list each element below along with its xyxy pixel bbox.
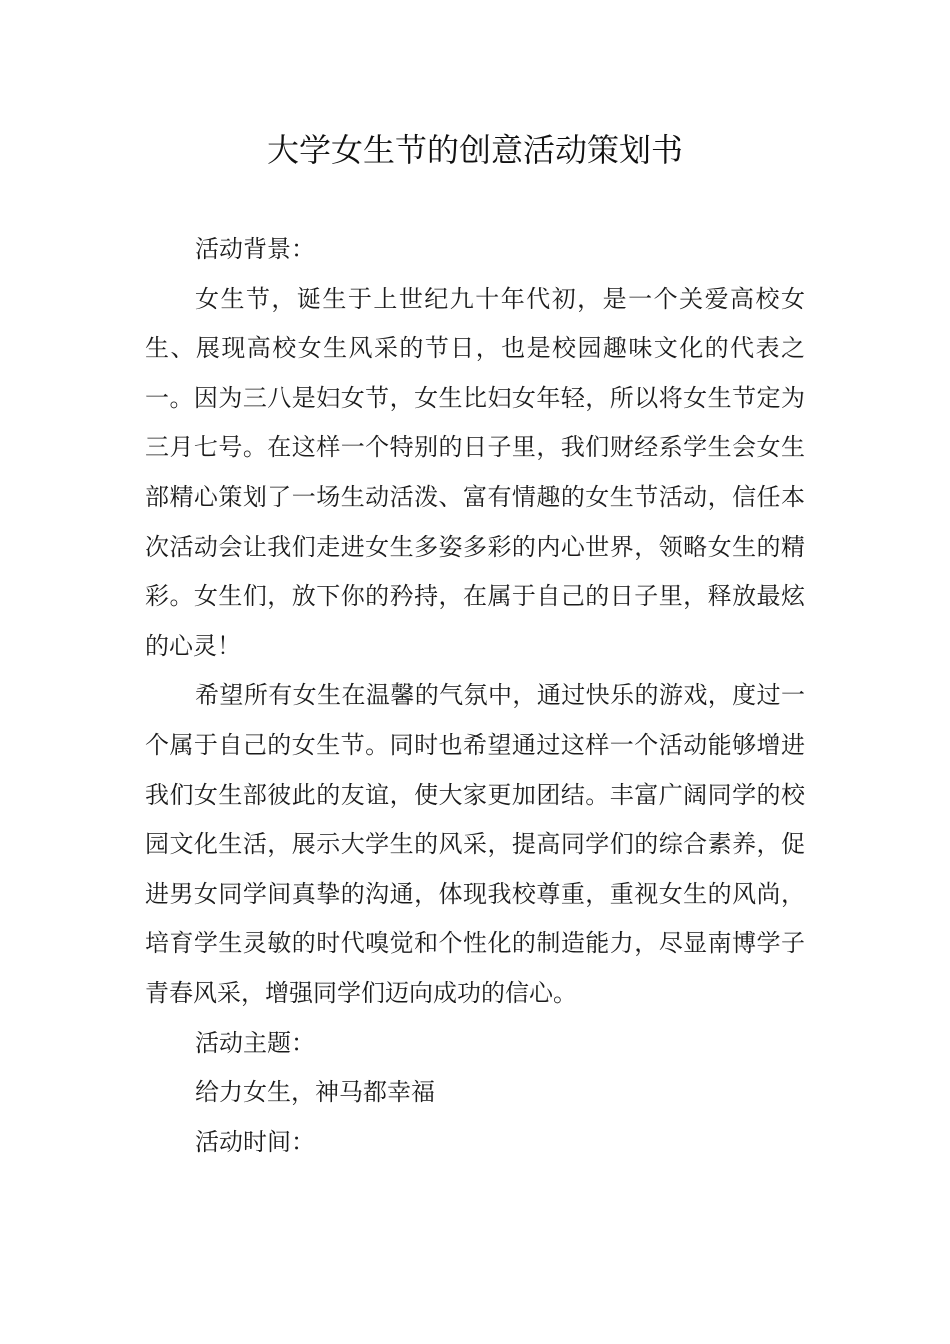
background-paragraph-2: 希望所有女生在温馨的气氛中，通过快乐的游戏，度过一个属于自己的女生节。同时也希望通过这样一个活动能够增进我们女生部彼此的友谊，使大家更加团结。丰富广阔同学的校园文化生活，展示大学生的风采，提高同学们的综合素养，促进男女同学间真挚的沟通，体现我校尊重，重视女生的风尚，培育学生灵敏的时代嗅觉和个性化的制造能力，尽显南博学子青春风采，增强同学们迈向成功的信心。 bbox=[145, 681, 805, 1007]
theme-text: 给力女生，神马都幸福 bbox=[195, 1078, 435, 1107]
background-heading: 活动背景： bbox=[195, 235, 315, 263]
document-body bbox=[145, 225, 805, 1167]
time-heading: 活动时间： bbox=[195, 1127, 315, 1156]
background-paragraph-1: 女生节，诞生于上世纪九十年代初，是一个关爱高校女生、展现高校女生风采的节日，也是校园趣味文化的代表之一。因为三八是妇女节，女生比妇女年轻，所以将女生节定为三月七号。在这样一个特别的日子里，我们财经系学生会女生部精心策划了一场生动活泼、富有情趣的女生节活动，信任本次活动会让我们走进女生多姿多彩的内心世界，领略女生的精彩。女生们，放下你的矜持，在属于自己的日子里，释放最炫的心灵！ bbox=[145, 284, 805, 660]
document-title: 大学女生节的创意活动策划书 bbox=[266, 131, 683, 169]
theme-heading: 活动主题： bbox=[195, 1028, 315, 1057]
